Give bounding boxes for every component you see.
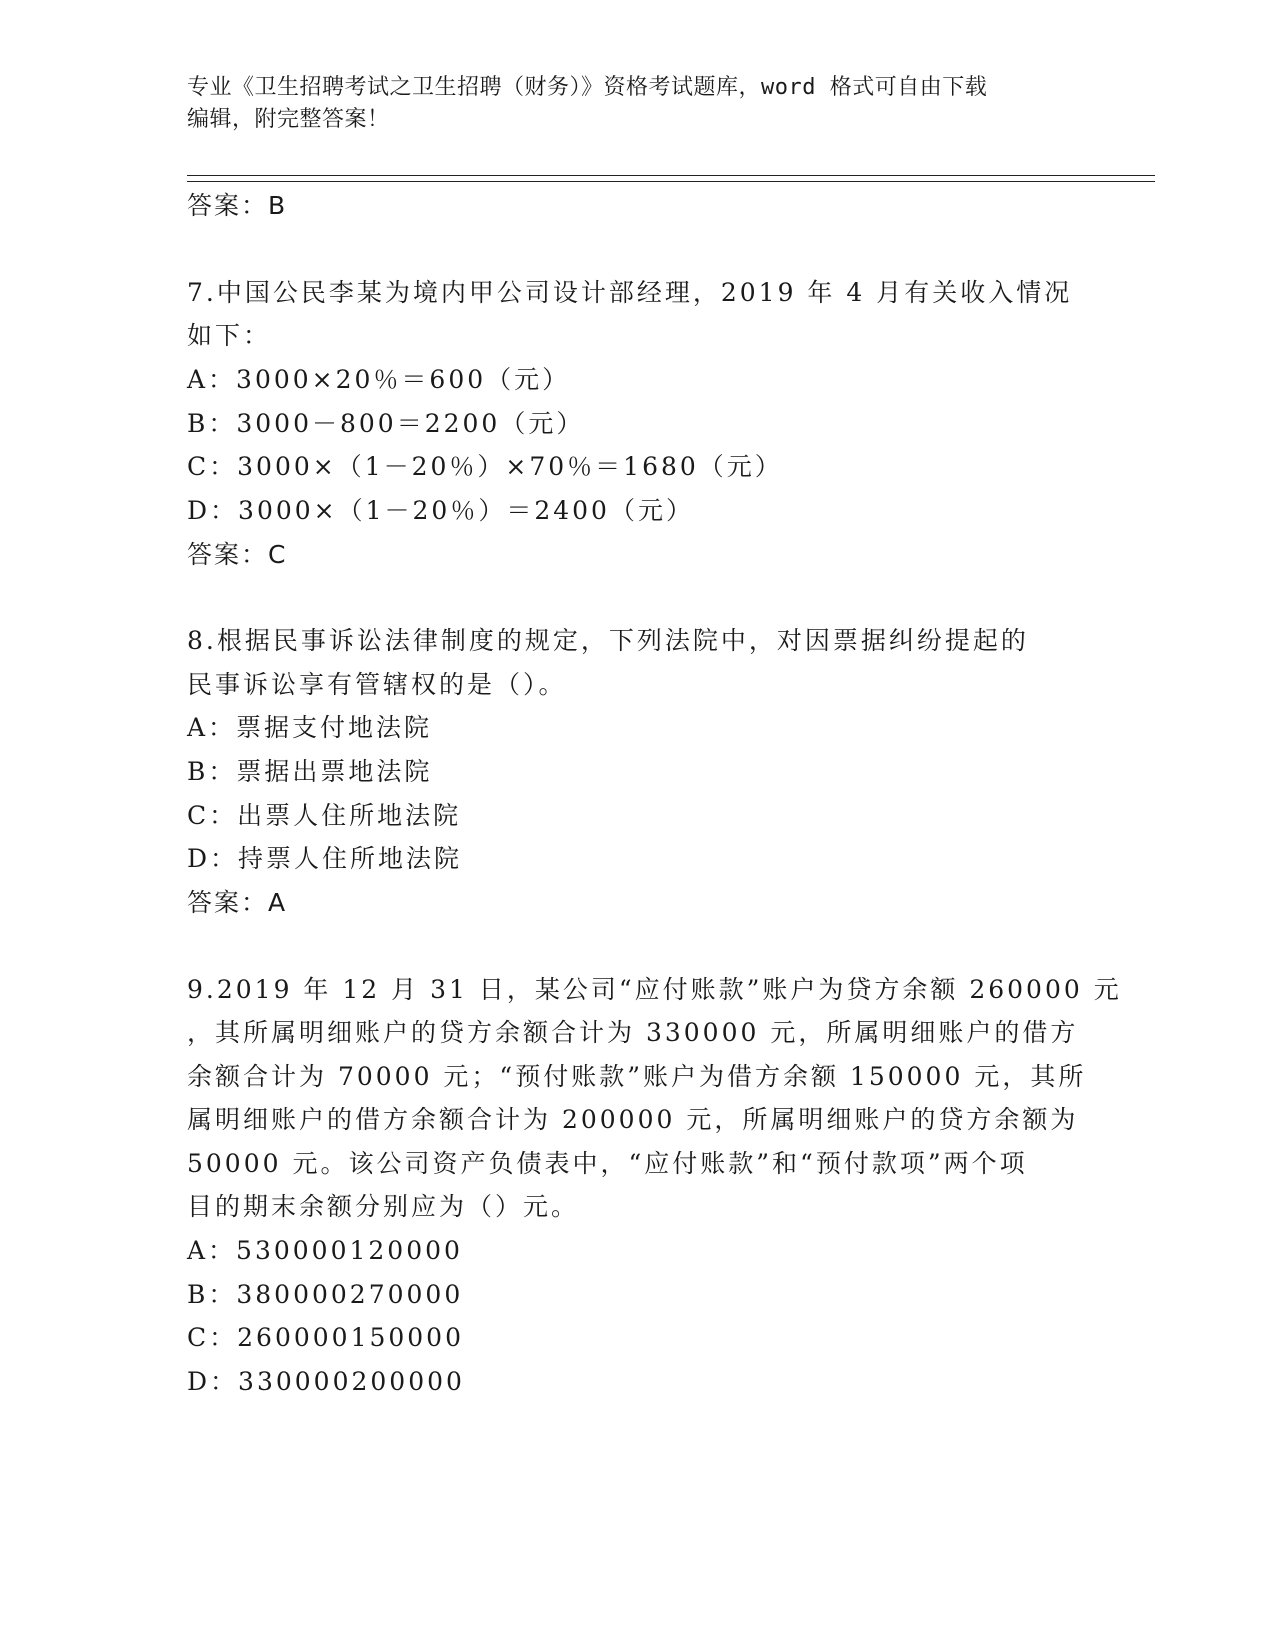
- q7-stem-line-2: 如下：: [187, 321, 272, 350]
- q8-stem-line-1: 8.根据民事诉讼法律制度的规定，下列法院中，对因票据纠纷提起的: [187, 626, 1029, 655]
- q7-option-a: A：3000×20％＝600（元）: [187, 365, 571, 394]
- q9-stem-line-5: 50000 元。该公司资产负债表中，“应付账款”和“预付款项”两个项: [187, 1149, 1028, 1178]
- q8-answer: 答案：A: [187, 888, 288, 917]
- q7-stem-line-1: 7.中国公民李某为境内甲公司设计部经理，2019 年 4 月有关收入情况: [187, 278, 1073, 307]
- q9-option-a: A：530000120000: [187, 1236, 463, 1265]
- q9-stem-line-3: 余额合计为 70000 元；“预付账款”账户为借方余额 150000 元，其所: [187, 1062, 1087, 1091]
- q7-option-c: C：3000×（1－20％）×70％＝1680（元）: [187, 452, 783, 481]
- header-rule-bottom: [187, 181, 1155, 182]
- header-line-2: 编辑，附完整答案！: [187, 107, 390, 132]
- q8-option-a: A：票据支付地法院: [187, 713, 433, 742]
- q8-option-b: B：票据出票地法院: [187, 757, 433, 786]
- q8-option-d: D：持票人住所地法院: [187, 844, 463, 873]
- q9-option-d: D：330000200000: [187, 1367, 465, 1396]
- q9-stem-line-2: ，其所属明细账户的贷方余额合计为 330000 元，所属明细账户的借方: [187, 1018, 1079, 1047]
- q9-option-b: B：380000270000: [187, 1280, 464, 1309]
- q8-stem-line-2: 民事诉讼享有管辖权的是（）。: [187, 670, 567, 699]
- header-line-1: 专业《卫生招聘考试之卫生招聘（财务）》资格考试题库，word 格式可自由下载: [187, 75, 988, 100]
- q9-option-c: C：260000150000: [187, 1323, 464, 1352]
- q7-option-b: B：3000－800＝2200（元）: [187, 409, 585, 438]
- q7-option-d: D：3000×（1－20％）＝2400（元）: [187, 496, 694, 525]
- answer-previous: 答案：B: [187, 191, 288, 220]
- header-rule-top: [187, 175, 1155, 176]
- q8-option-c: C：出票人住所地法院: [187, 801, 462, 830]
- document-header: [187, 72, 1087, 136]
- q9-stem-line-6: 目的期末余额分别应为（）元。: [187, 1192, 580, 1221]
- q9-stem-line-1: 9.2019 年 12 月 31 日，某公司“应付账款”账户为贷方余额 260000 元: [187, 975, 1122, 1004]
- q7-answer: 答案：C: [187, 540, 288, 569]
- q9-stem-line-4: 属明细账户的借方余额合计为 200000 元，所属明细账户的贷方余额为: [187, 1105, 1079, 1134]
